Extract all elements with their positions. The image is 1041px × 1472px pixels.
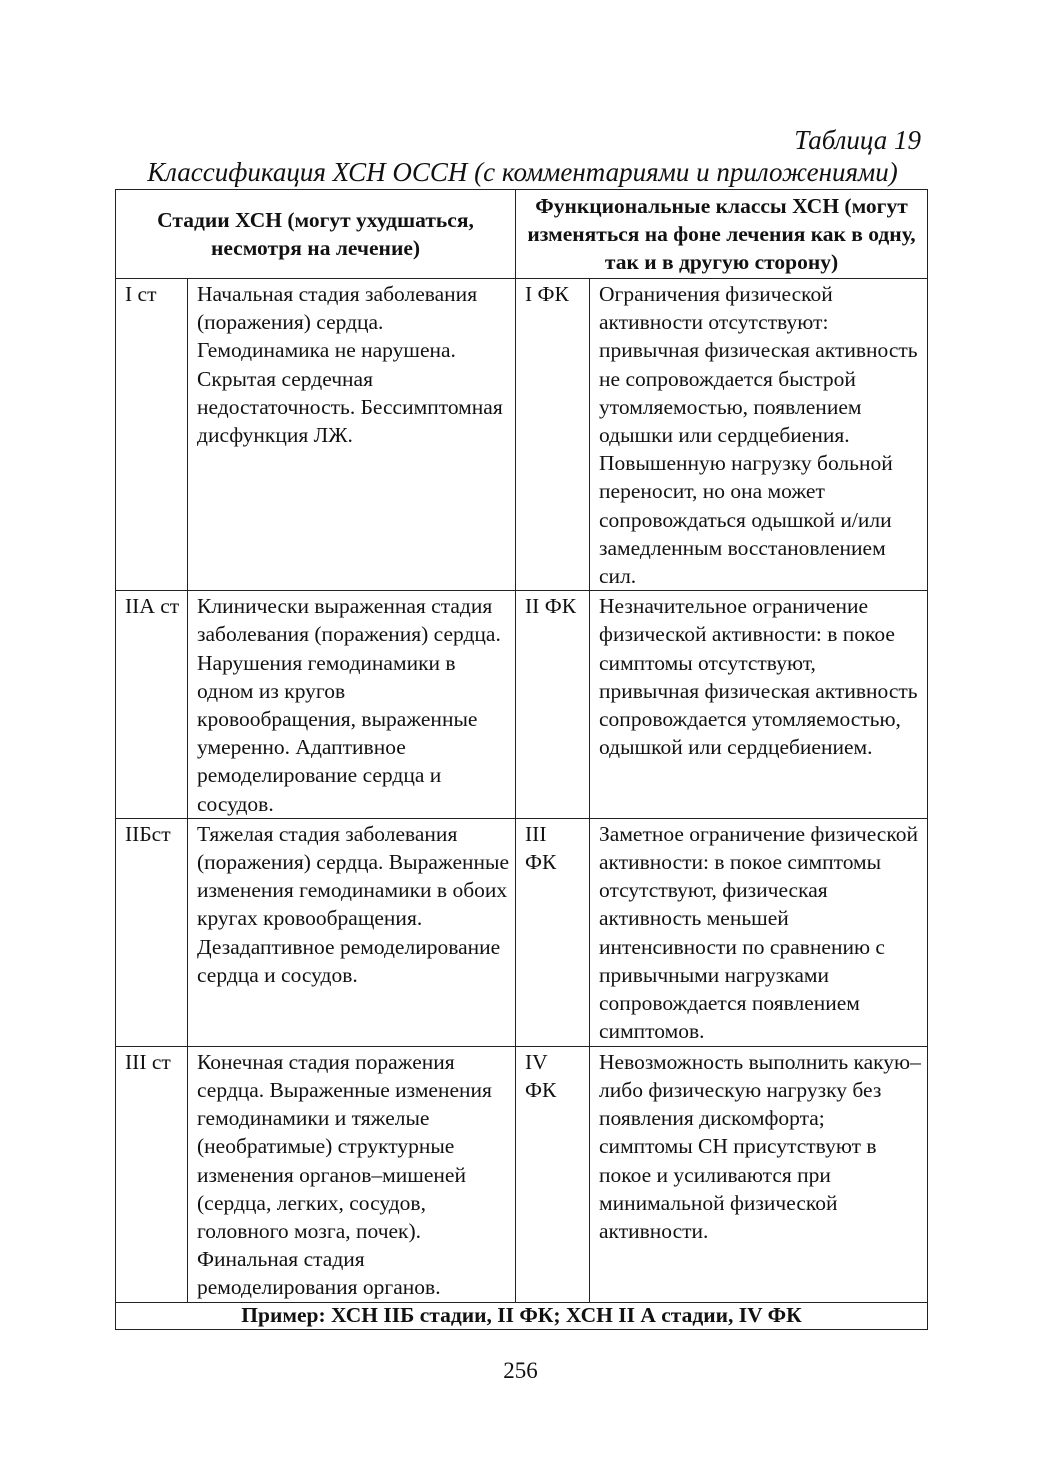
table-footer-row [116,1302,928,1329]
classification-table [115,189,928,1330]
stage-cell: I ст [116,279,188,591]
table-row [116,279,928,591]
stage-description-cell: Конечная стадия поражения сердца. Выраженные изменения гемодинамики и тяжелые (необратимые) структурные изменения органов–мишеней (сердца, легких, сосудов, головного мозга, почек). Финальная стадия ремоделирования органов. [188,1046,516,1302]
functional-class-cell: III ФК [516,818,590,1046]
table-title: Классификация ХСН ОССН (с комментариями и приложениями) [147,157,898,187]
functional-class-description-cell: Заметное ограничение физической активности: в покое симптомы отсутствуют, физическая активность меньшей интенсивности по сравнению с привычными нагрузками сопровождается появлением симптомов. [590,818,928,1046]
functional-class-cell: I ФК [516,279,590,591]
functional-class-description-cell: Незначительное ограничение физической активности: в покое симптомы отсутствуют, привычная физическая активность сопровождается утомляемостью, одышкой или сердцебиением. [590,591,928,819]
table-row [116,818,928,1046]
stage-description-cell: Тяжелая стадия заболевания (поражения) сердца. Выраженные изменения гемодинамики в обоих кругах кровообращения. Дезадаптивное ремоделирование сердца и сосудов. [188,818,516,1046]
table-header-row [116,190,928,279]
stage-description-cell: Начальная стадия заболевания (поражения) сердца. Гемодинамика не нарушена. Скрытая сердечная недостаточность. Бессимптомная дисфункция ЛЖ. [188,279,516,591]
functional-class-description-cell: Ограничения физической активности отсутствуют: привычная физическая активность не сопровождается быстрой утомляемостью, появлением одышки или сердцебиения. Повышенную нагрузку больной переносит, но она может сопровождаться одышкой и/или замедленным восстановлением сил. [590,279,928,591]
example-footer: Пример: ХСН IIБ стадии, II ФК; ХСН II А стадии, IV ФК [116,1302,928,1329]
functional-class-cell: IV ФК [516,1046,590,1302]
stage-cell: III ст [116,1046,188,1302]
column-header-functional-classes: Функциональные классы ХСН (могут изменяться на фоне лечения как в одну, так и в другую сторону) [516,190,928,279]
column-header-stages: Стадии ХСН (могут ухудшаться, несмотря на лечение) [116,190,516,279]
table-number: Таблица 19 [794,125,921,155]
stage-cell: IIА ст [116,591,188,819]
table-row [116,591,928,819]
stage-description-cell: Клинически выраженная стадия заболевания (поражения) сердца. Нарушения гемодинамики в одном из кругов кровообращения, выраженные умеренно. Адаптивное ремоделирование сердца и сосудов. [188,591,516,819]
stage-cell: IIБст [116,818,188,1046]
functional-class-cell: II ФК [516,591,590,819]
table-row [116,1046,928,1302]
functional-class-description-cell: Невозможность выполнить какую–либо физическую нагрузку без появления дискомфорта; симптомы СН присутствуют в покое и усиливаются при минимальной физической активности. [590,1046,928,1302]
page-number: 256 [503,1358,538,1383]
